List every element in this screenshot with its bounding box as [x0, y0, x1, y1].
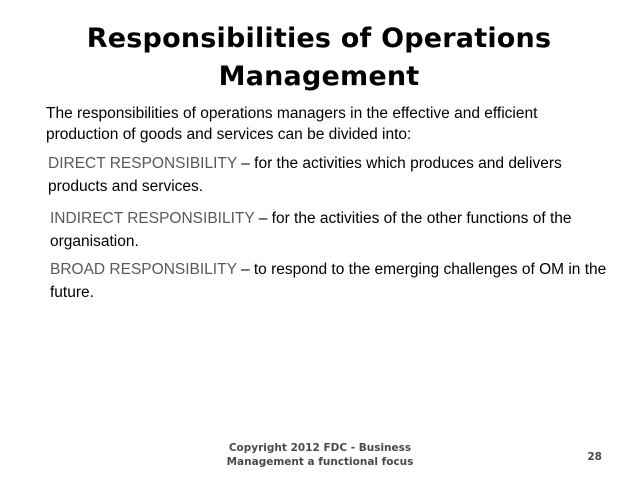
responsibility-item-direct — [48, 152, 608, 198]
footer-copyright — [200, 441, 440, 469]
responsibility-description: – for the activities of the other functions of the organisation. — [50, 210, 572, 250]
footer-line-2: Management a functional focus — [226, 456, 414, 468]
responsibility-term: BROAD RESPONSIBILITY — [50, 261, 237, 278]
page-number: 28 — [587, 451, 602, 463]
slide-title — [0, 20, 638, 96]
intro-paragraph: The responsibilities of operations managers in the effective and efficient production of goods and services can be divided into: — [46, 105, 538, 143]
slide-title-line-2: Management — [218, 61, 420, 92]
responsibility-item-indirect — [50, 207, 610, 253]
responsibility-term: INDIRECT RESPONSIBILITY — [50, 210, 255, 227]
responsibility-term: DIRECT RESPONSIBILITY — [48, 155, 237, 172]
responsibility-description: – to respond to the emerging challenges of OM in the future. — [50, 261, 607, 301]
responsibility-description: – for the activities which produces and delivers products and services. — [48, 155, 562, 195]
responsibility-item-broad — [50, 258, 610, 304]
slide-title-line-1: Responsibilities of Operations — [86, 23, 552, 54]
footer-line-1: Copyright 2012 FDC - Business — [228, 442, 412, 454]
